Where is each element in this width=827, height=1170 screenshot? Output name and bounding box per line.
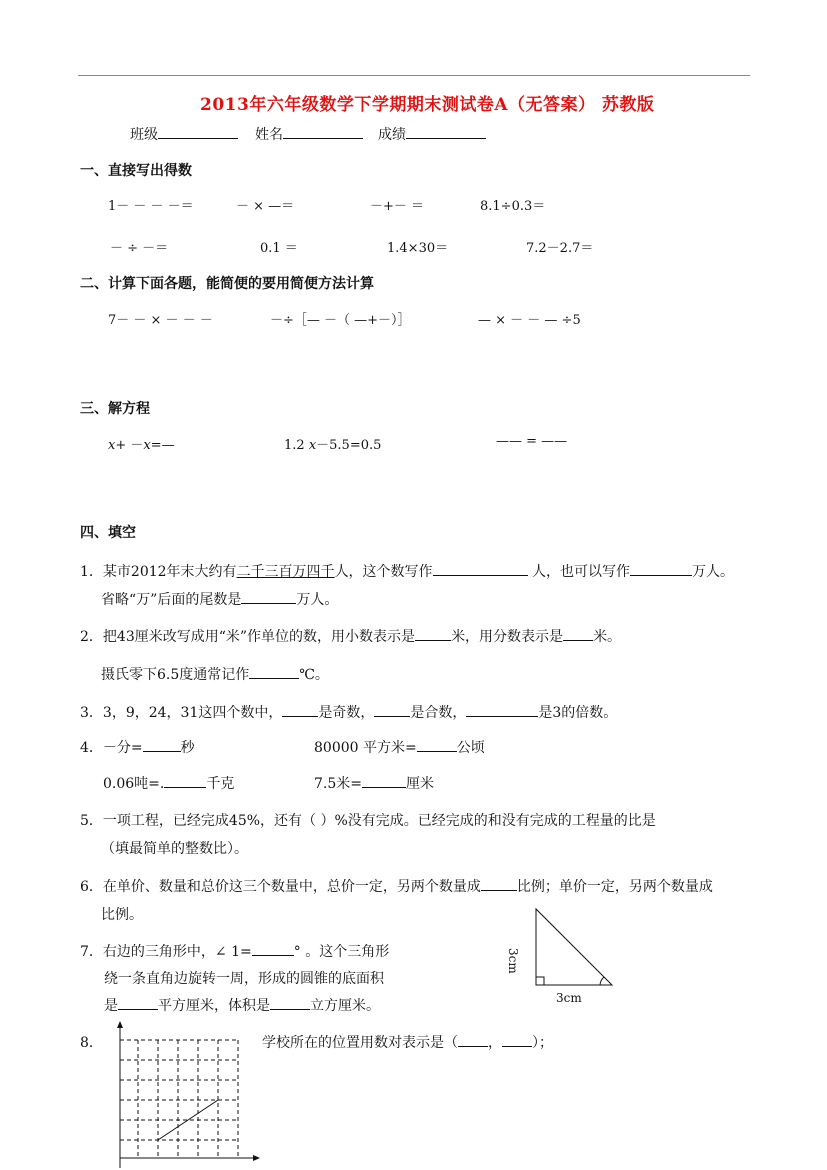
q8-blank-x[interactable] <box>458 1032 488 1047</box>
path-segment <box>158 1100 218 1140</box>
s3-item-a: x+ －x=— <box>108 438 175 453</box>
name-field: 姓名 <box>255 124 363 144</box>
score-field: 成绩 <box>378 124 486 144</box>
triangle-side-vertical-label: 3cm <box>506 948 520 974</box>
score-blank[interactable] <box>406 124 486 139</box>
section-3-heading: 三、解方程 <box>80 401 150 417</box>
coordinate-grid-figure <box>106 1020 266 1170</box>
q2-blank-c[interactable] <box>249 664 299 679</box>
q7-blank-angle[interactable] <box>252 941 294 956</box>
s3-item-c: —— = —— <box>496 434 568 449</box>
angle-1-arc <box>600 977 604 985</box>
question-7-line-3: 是 平方厘米，体积是 立方厘米。 <box>104 995 380 1015</box>
y-axis-arrow-icon <box>117 1021 123 1028</box>
q3-blank-b[interactable] <box>374 702 410 717</box>
question-8-number: 8． <box>80 1035 103 1051</box>
question-1-line-2: 省略“万”后面的尾数是 万人。 <box>101 589 338 609</box>
question-7: 7．右边的三角形中，∠ 1= ° 。这个三角形 <box>80 941 389 961</box>
section-2-heading: 二、计算下面各题，能简便的要用简便方法计算 <box>80 276 374 292</box>
question-4-c: 0.06吨=. 千克 <box>103 773 234 793</box>
q4-blank-c[interactable] <box>164 773 206 788</box>
q1-blank-b[interactable] <box>630 561 692 576</box>
question-4-a: 4．－分= 秒 <box>80 737 195 757</box>
triangle-shape <box>536 909 612 985</box>
q2-blank-b[interactable] <box>563 626 593 641</box>
q1-blank-a[interactable] <box>433 561 528 576</box>
s1-item-c: －+－ ＝ <box>370 199 425 214</box>
question-2: 2．把43厘米改写成用“米”作单位的数，用小数表示是 米，用分数表示是 米。 <box>80 626 621 646</box>
s1-item-h: 7.2－2.7＝ <box>526 241 594 256</box>
question-7-line-2: 绕一条直角边旋转一周，形成的圆锥的底面积 <box>104 971 384 987</box>
s2-item-a: 7－ － × － － － <box>108 313 213 328</box>
s1-item-b: － × —＝ <box>236 199 295 214</box>
class-field: 班级 <box>130 124 238 144</box>
name-blank[interactable] <box>283 124 363 139</box>
q1-blank-c[interactable] <box>241 589 296 604</box>
s3-item-b: 1.2 x－5.5=0.5 <box>284 438 382 453</box>
q2-blank-a[interactable] <box>415 626 451 641</box>
q3-blank-c[interactable] <box>466 702 538 717</box>
section-1-heading: 一、直接写出得数 <box>80 163 192 179</box>
question-1: 1．某市2012年末大约有二千三百万四千人，这个数写作 人，也可以写作 万人。 <box>80 561 734 581</box>
section-4-heading: 四、填空 <box>80 525 136 541</box>
s2-item-c: — × － － — ÷5 <box>478 313 581 328</box>
question-6-line-2: 比例。 <box>101 907 143 923</box>
class-blank[interactable] <box>158 124 238 139</box>
top-rule <box>78 75 750 76</box>
question-3: 3．3，9，24，31这四个数中， 是奇数， 是合数， 是3的倍数。 <box>80 702 617 722</box>
question-5: 5．一项工程，已经完成45%，还有（ ）%没有完成。已经完成的和没有完成的工程量的比是 <box>80 813 656 829</box>
triangle-side-horizontal-label: 3cm <box>556 991 582 1005</box>
s2-item-b: －÷［— －（ —+－）］ <box>270 313 411 328</box>
q8-blank-y[interactable] <box>502 1032 532 1047</box>
x-axis-arrow-icon <box>253 1155 260 1161</box>
s1-item-a: 1－ － － －＝ <box>108 199 194 214</box>
q6-blank-a[interactable] <box>481 876 517 891</box>
page-title: 2013年六年级数学下学期期末测试卷A（无答案） 苏教版 <box>200 95 655 115</box>
s1-item-f: 0.1 ＝ <box>260 241 298 256</box>
q7-blank-volume[interactable] <box>270 995 310 1010</box>
q4-blank-d[interactable] <box>362 773 406 788</box>
q4-blank-b[interactable] <box>417 737 457 752</box>
right-angle-mark <box>536 977 544 985</box>
question-8: 学校所在的位置用数对表示是（ ， ）； <box>262 1032 553 1052</box>
q7-blank-area[interactable] <box>118 995 158 1010</box>
question-4-d: 7.5米= 厘米 <box>314 773 434 793</box>
s1-item-e: － ÷ －＝ <box>110 241 169 256</box>
question-4-b: 80000 平方米= 公顷 <box>314 737 485 757</box>
q4-blank-a[interactable] <box>143 737 181 752</box>
question-2-line-2: 摄氏零下6.5度通常记作 ℃。 <box>101 664 329 684</box>
s1-item-d: 8.1÷0.3＝ <box>480 199 546 214</box>
grid-lines <box>120 1040 238 1158</box>
s1-item-g: 1.4×30＝ <box>387 241 449 256</box>
question-6: 6．在单价、数量和总价这三个数量中，总价一定，另两个数量成 比例；单价一定，另两个数量成 <box>80 876 713 896</box>
question-5-line-2: （填最简单的整数比）。 <box>101 841 248 857</box>
q3-blank-a[interactable] <box>282 702 318 717</box>
